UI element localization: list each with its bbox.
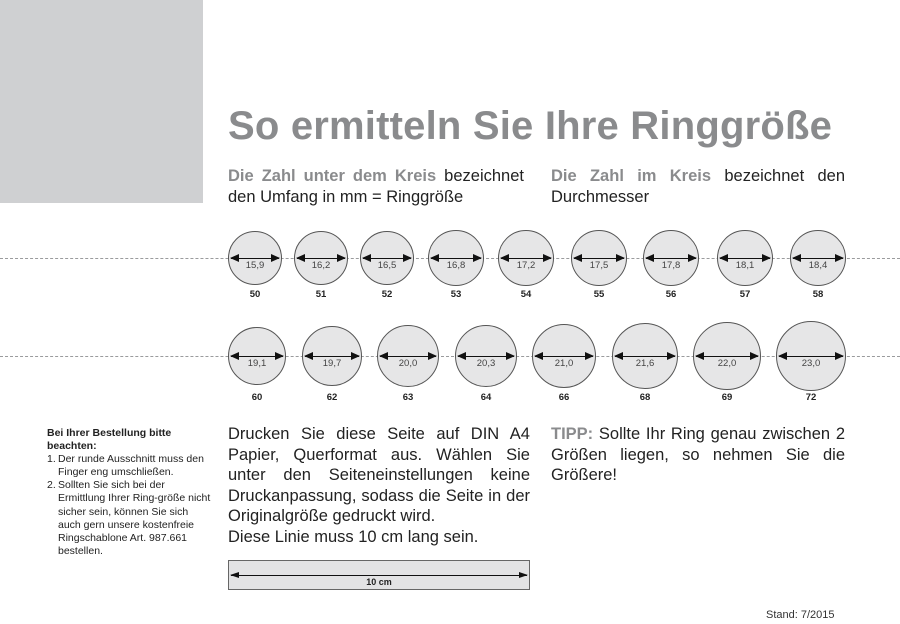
- intro-diameter-highlight: Die Zahl im Kreis: [551, 167, 712, 185]
- ring-circle: [377, 325, 439, 387]
- decorative-grey-block: [0, 0, 203, 203]
- diameter-arrow-icon: [646, 258, 696, 259]
- diameter-arrow-icon: [305, 356, 359, 357]
- ring-size-label: 64: [480, 392, 492, 403]
- ring-size-label: 54: [520, 289, 532, 300]
- diameter-arrow-icon: [501, 258, 551, 259]
- ring-size-label: 62: [326, 392, 338, 403]
- ring-diameter: 16,2: [311, 260, 331, 271]
- ring-diameter: 21,6: [635, 358, 655, 369]
- diameter-arrow-icon: [380, 356, 436, 357]
- order-note-number: 2.: [47, 479, 56, 492]
- print-instructions: [228, 424, 530, 547]
- ring-diameter: 17,2: [516, 260, 536, 271]
- diameter-arrow-icon: [535, 356, 593, 357]
- order-notes-list: [47, 453, 212, 558]
- diameter-arrow-icon: [363, 258, 411, 259]
- diameter-arrow-icon: [431, 258, 481, 259]
- diameter-arrow-icon: [297, 258, 345, 259]
- order-note-item: [47, 453, 212, 479]
- ring-diameter: 20,3: [476, 358, 496, 369]
- order-note-text: Der runde Ausschnitt muss den Finger eng umschließen.: [58, 453, 204, 479]
- intro-diameter-text: bezeichnet den Durchmesser: [551, 167, 845, 206]
- ring-circle: [612, 323, 678, 389]
- ring-size-label: 60: [251, 392, 263, 403]
- ring-circle: [693, 322, 761, 390]
- guide-line-row2: [0, 356, 900, 357]
- intro-circumference-highlight: Die Zahl unter dem Kreis: [228, 167, 437, 185]
- ring-diameter: 19,7: [322, 358, 342, 369]
- diameter-arrow-icon: [793, 258, 843, 259]
- ring-size-label: 57: [739, 289, 751, 300]
- ring-circle: [455, 325, 517, 387]
- order-notes-heading: Bei Ihrer Bestellung bitte beachten:: [47, 427, 172, 453]
- version-date: Stand: 7/2015: [766, 609, 835, 621]
- ring-circle: [498, 230, 554, 286]
- ring-circle: [776, 321, 846, 391]
- diameter-arrow-icon: [231, 356, 283, 357]
- intro-circumference-text: bezeichnet den Umfang in mm = Ringgröße: [228, 167, 524, 206]
- tip-label: TIPP:: [551, 425, 594, 443]
- calibration-ruler: [228, 560, 530, 590]
- ring-size-label: 55: [593, 289, 605, 300]
- order-note-item: [47, 479, 212, 558]
- ring-size-label: 53: [450, 289, 462, 300]
- order-notes: [47, 427, 212, 558]
- ring-circle: [571, 230, 627, 286]
- ring-size-label: 63: [402, 392, 414, 403]
- ring-circle: [228, 231, 282, 285]
- order-note-number: 1.: [47, 453, 56, 466]
- ring-size-label: 56: [665, 289, 677, 300]
- ring-diameter: 20,0: [398, 358, 418, 369]
- ring-circle: [302, 326, 362, 386]
- ring-size-label: 69: [721, 392, 733, 403]
- diameter-arrow-icon: [458, 356, 514, 357]
- ring-circle: [428, 230, 484, 286]
- ring-size-label: 58: [812, 289, 824, 300]
- diameter-arrow-icon: [720, 258, 770, 259]
- ring-circle: [360, 231, 414, 285]
- order-note-text: Sollten Sie sich bei der Ermittlung Ihrer Ring-größe nicht sicher sein, können Sie sich auch gern unsere kostenfreie Ringschablone Art. 987.661 bestellen.: [58, 479, 211, 557]
- ruler-label: 10 cm: [366, 577, 392, 587]
- diameter-arrow-icon: [696, 356, 758, 357]
- diameter-arrow-icon: [779, 356, 843, 357]
- intro-circumference: [228, 166, 524, 208]
- ring-diameter: 17,8: [661, 260, 681, 271]
- print-instructions-line-note: Diese Linie muss 10 cm lang sein.: [228, 527, 479, 546]
- intro-diameter: [551, 166, 845, 208]
- ring-size-label: 51: [315, 289, 327, 300]
- ring-diameter: 18,4: [808, 260, 828, 271]
- ring-circle: [717, 230, 773, 286]
- page-title: So ermitteln Sie Ihre Ringgröße: [228, 104, 833, 148]
- diameter-arrow-icon: [574, 258, 624, 259]
- ring-diameter: 18,1: [735, 260, 755, 271]
- ring-circle: [790, 230, 846, 286]
- ring-diameter: 21,0: [554, 358, 574, 369]
- ring-circle: [228, 327, 286, 385]
- ruler-double-arrow-icon: [231, 575, 527, 576]
- ring-circle: [532, 324, 596, 388]
- diameter-arrow-icon: [615, 356, 675, 357]
- ring-size-label: 52: [381, 289, 393, 300]
- tip-box: [551, 424, 845, 486]
- tip-text: Sollte Ihr Ring genau zwischen 2 Größen liegen, so nehmen Sie die Größere!: [551, 425, 845, 484]
- ring-circle: [294, 231, 348, 285]
- ring-diameter: 16,8: [446, 260, 466, 271]
- ring-size-label: 72: [805, 392, 817, 403]
- ring-diameter: 17,5: [589, 260, 609, 271]
- ring-circle: [643, 230, 699, 286]
- print-instructions-text: Drucken Sie diese Seite auf DIN A4 Papier, Querformat aus. Wählen Sie unter den Seiteneinstellungen keine Druckanpassung, sodass die Seite in der Originalgröße gedruckt wird.: [228, 425, 530, 525]
- ring-diameter: 19,1: [247, 358, 267, 369]
- ring-size-label: 50: [249, 289, 261, 300]
- ring-size-label: 66: [558, 392, 570, 403]
- ring-size-label: 68: [639, 392, 651, 403]
- ring-diameter: 15,9: [245, 260, 265, 271]
- ring-diameter: 22,0: [717, 358, 737, 369]
- ring-diameter: 23,0: [801, 358, 821, 369]
- ring-diameter: 16,5: [377, 260, 397, 271]
- diameter-arrow-icon: [231, 258, 279, 259]
